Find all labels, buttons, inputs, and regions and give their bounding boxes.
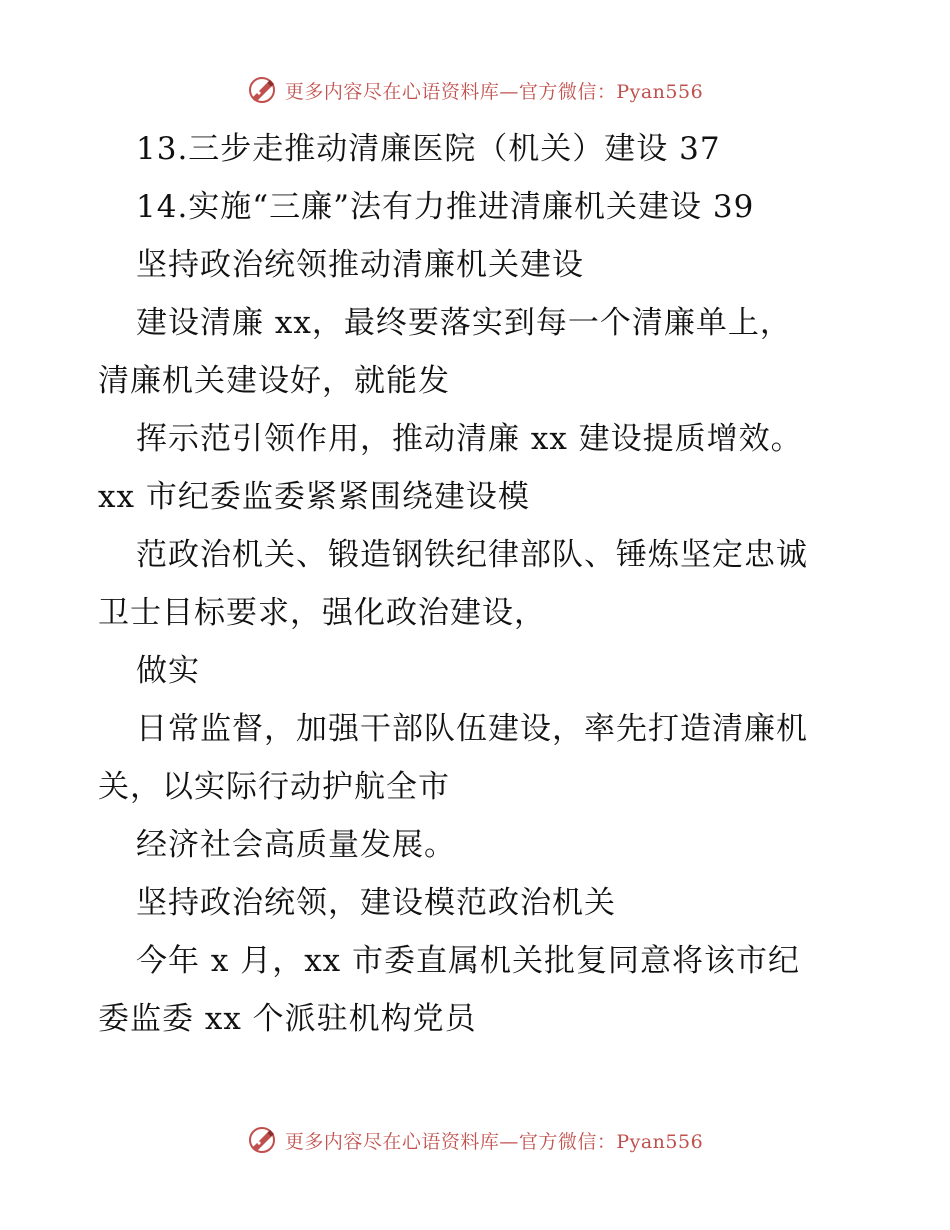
paragraph-line: 经济社会高质量发展。: [136, 827, 456, 863]
toc-line-14: 14.实施“三廉”法有力推进清廉机关建设 39: [136, 189, 755, 225]
footer-banner: [0, 1120, 950, 1160]
paragraph-line: 关，以实际行动护航全市: [98, 769, 450, 805]
paragraph-line: 清廉机关建设好，就能发: [98, 363, 450, 399]
subsection-heading: 坚持政治统领，建设模范政治机关: [136, 885, 616, 921]
footer-banner-text: 更多内容尽在心语资料库—官方微信：Pyan556: [284, 1130, 704, 1153]
pen-logo-icon: [247, 1125, 277, 1155]
paragraph-line: 委监委 xx 个派驻机构党员: [98, 1001, 477, 1037]
document-body: [98, 120, 858, 1048]
paragraph-line: 今年 x 月，xx 市委直属机关批复同意将该市纪: [136, 943, 801, 979]
paragraph-line: 卫士目标要求，强化政治建设，: [98, 595, 546, 631]
paragraph-line: 范政治机关、锻造钢铁纪律部队、锤炼坚定忠诚: [136, 537, 808, 573]
section-heading: 坚持政治统领推动清廉机关建设: [136, 247, 584, 283]
header-banner: [0, 70, 950, 110]
paragraph-line: 做实: [136, 653, 200, 689]
header-banner-text: 更多内容尽在心语资料库—官方微信：Pyan556: [284, 80, 704, 103]
paragraph-line: 日常监督，加强干部队伍建设，率先打造清廉机: [136, 711, 808, 747]
pen-logo-icon: [247, 75, 277, 105]
toc-line-13: 13.三步走推动清廉医院（机关）建设 37: [136, 131, 721, 167]
paragraph-line: 建设清廉 xx，最终要落实到每一个清廉单上，: [136, 305, 792, 341]
paragraph-line: xx 市纪委监委紧紧围绕建设模: [98, 479, 530, 515]
paragraph-line: 挥示范引领作用，推动清廉 xx 建设提质增效。: [136, 421, 803, 457]
